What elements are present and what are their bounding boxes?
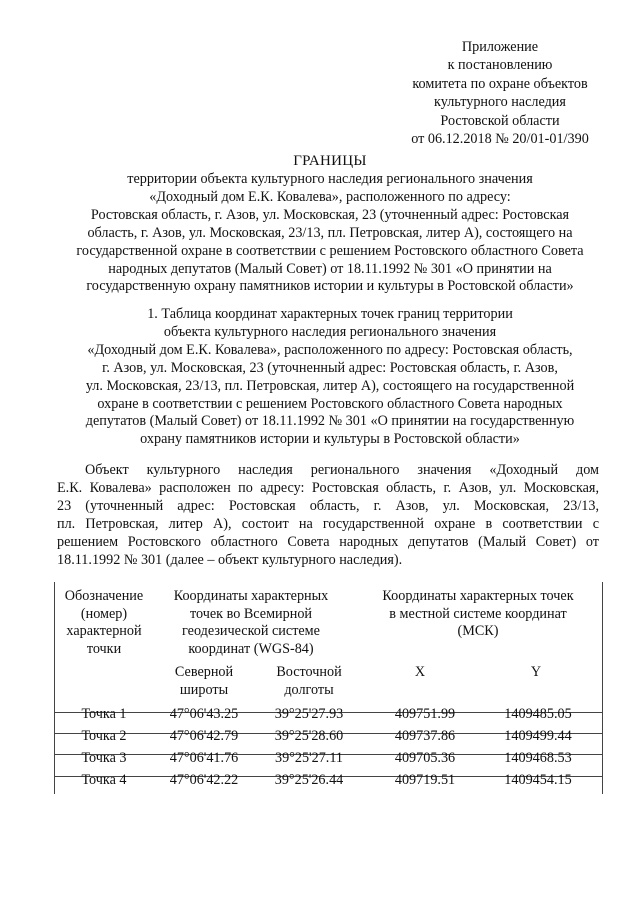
title-line: территории объекта культурного наследия регионального значения (127, 171, 533, 187)
header-y: Y (530, 664, 542, 680)
header-wgs84: Координаты характерных точек во Всемирной геодезической системе координат (WGS-84) (173, 588, 329, 657)
approval-line: культурного наследия (434, 94, 566, 111)
cell-point: Точка 3 (81, 750, 127, 766)
title-line: область, г. Азов, ул. Московская, 23/13, пл. Петровская, литер А), состоящего на (87, 224, 573, 241)
section-line: г. Азов, ул. Московская, 23 (уточненный адрес: Ростовская область, г. Азов, (102, 359, 558, 376)
cell-east: 39°25'26.44 (274, 772, 344, 788)
header-north-latitude: Северной широты (174, 664, 234, 698)
paragraph-line: Объект культурного наследия регионального значения «Доходный дом (85, 462, 599, 478)
document-title-block (50, 152, 610, 296)
cell-y: 1409485.05 (504, 706, 572, 722)
cell-y: 1409499.44 (504, 728, 572, 744)
cell-north: 47°06'43.25 (169, 706, 239, 722)
cell-north: 47°06'41.76 (169, 750, 239, 766)
header-x: X (414, 664, 426, 680)
title-line: народных депутатов (Малый Совет) от 18.11.1992 № 301 «О принятии на (108, 260, 552, 277)
cell-north: 47°06'42.79 (169, 728, 239, 744)
title-line: государственной охране в соответствии с решением Ростовского областного Совета (76, 242, 584, 259)
paragraph-line: 18.11.1992 № 301 (далее – объект культурного наследия). (57, 551, 403, 568)
section-line: 1. Таблица координат характерных точек границ территории (147, 306, 513, 322)
header-msk: Координаты характерных точек в местной системе координат (МСК) (382, 588, 574, 640)
cell-x: 409705.36 (394, 750, 456, 766)
section-line: охране в соответствии с решением Ростовского областного Совета народных (97, 395, 563, 412)
paragraph-line: 23 (уточненный адрес: Ростовская область, г. Азов, ул. Московская, 23/13, (57, 497, 599, 514)
header-point-designation: Обозначение (номер) характерной точки (64, 588, 144, 657)
cell-y: 1409468.53 (504, 750, 572, 766)
cell-x: 409737.86 (394, 728, 456, 744)
body-paragraph (57, 462, 599, 569)
approval-line: к постановлению (447, 57, 553, 74)
section-heading-block (50, 306, 610, 449)
approval-line: комитета по охране объектов (412, 75, 588, 92)
cell-east: 39°25'27.93 (274, 706, 344, 722)
section-line: депутатов (Малый Совет) от 18.11.1992 № 301 «О принятии на государственную (85, 413, 575, 430)
cell-x: 409719.51 (394, 772, 456, 788)
paragraph-line: решением Ростовского областного Совета народных депутатов (Малый Совет) от (57, 533, 599, 550)
header-east-longitude: Восточной долготы (276, 664, 342, 698)
title-line: государственную охрану памятников истории и культуры в Ростовской области» (86, 278, 574, 295)
cell-y: 1409454.15 (504, 772, 572, 788)
section-line: «Доходный дом Е.К. Ковалева», расположенного по адресу: Ростовская область, (87, 341, 573, 358)
document-heading: ГРАНИЦЫ (293, 153, 367, 169)
coordinates-table (54, 582, 603, 794)
table-border-right (602, 582, 603, 794)
title-line: «Доходный дом Е.К. Ковалева», расположенного по адресу: (149, 188, 511, 205)
approval-line: Приложение (461, 39, 539, 55)
cell-point: Точка 1 (81, 706, 127, 722)
section-line: ул. Московская, 23/13, пл. Петровская, литер А), состоящего на государственной (85, 377, 575, 394)
paragraph-line: Е.К. Ковалева» расположен по адресу: Ростовская область, г. Азов, ул. Московская, (57, 479, 599, 496)
cell-east: 39°25'28.60 (274, 728, 344, 744)
cell-east: 39°25'27.11 (275, 750, 343, 766)
approval-block (400, 38, 600, 148)
cell-point: Точка 2 (81, 728, 127, 744)
approval-line: от 06.12.2018 № 20/01-01/390 (411, 131, 589, 148)
section-line: охрану памятников истории и культуры в Ростовской области» (140, 431, 520, 448)
title-line: Ростовская область, г. Азов, ул. Московская, 23 (уточненный адрес: Ростовская (90, 206, 570, 223)
cell-x: 409751.99 (394, 706, 456, 722)
section-line: объекта культурного наследия регионального значения (163, 323, 497, 340)
approval-line: Ростовской области (440, 112, 560, 129)
cell-point: Точка 4 (81, 772, 127, 788)
paragraph-line: пл. Петровская, литер А), состоит на государственной охране в соответствии с (57, 515, 599, 532)
cell-north: 47°06'42.22 (169, 772, 239, 788)
